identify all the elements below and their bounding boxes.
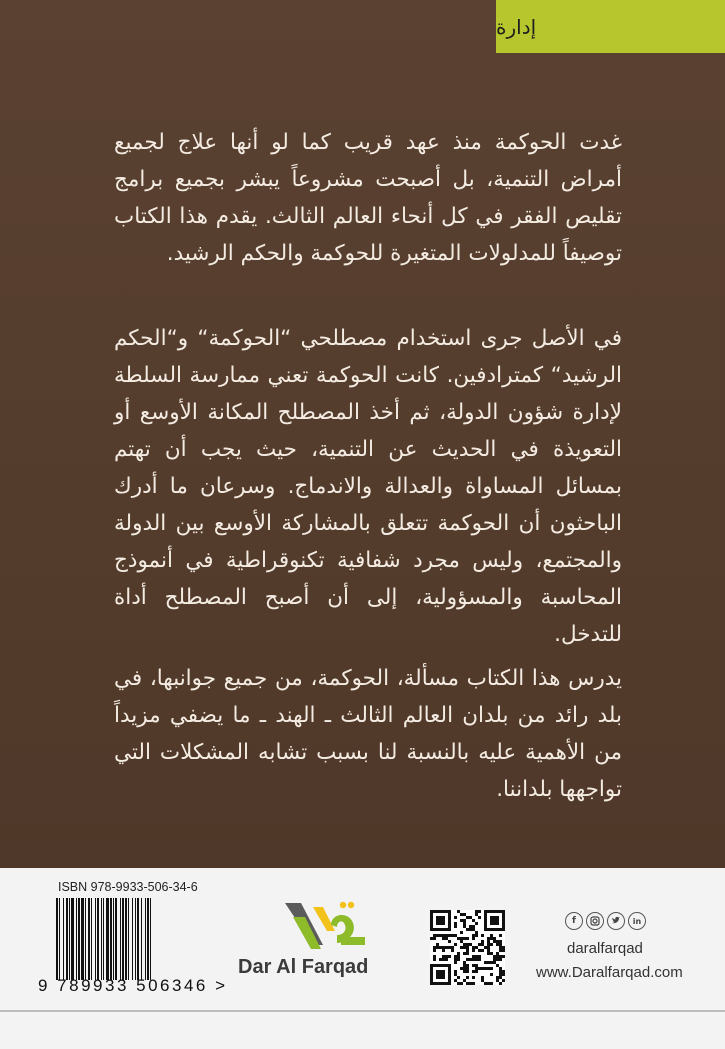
category-tag: إدارة (496, 0, 725, 53)
website-link[interactable]: www.Daralfarqad.com (536, 964, 683, 981)
linkedin-icon[interactable]: in (628, 912, 646, 930)
twitter-icon[interactable] (607, 912, 625, 930)
barcode (56, 898, 207, 980)
qr-code-icon (430, 910, 505, 985)
barcode-bar (151, 898, 153, 980)
social-icons (565, 912, 646, 930)
publisher-logo-icon (283, 897, 373, 957)
publisher-name: Dar Al Farqad (238, 956, 369, 978)
isbn-label: ISBN 978-9933-506-34-6 (58, 880, 198, 894)
social-handle[interactable]: daralfarqad (567, 940, 643, 957)
blurb-paragraph-3: يدرس هذا الكتاب مسألة، الحوكمة، من جميع جوانبها، في بلد رائد من بلدان العالم الثالث ـ الهند ـ ما يضفي مزيداً من الأهمية عليه بالنسبة لنا بسبب تشابه المشكلات التي تواجهها بلداننا. (114, 666, 622, 802)
instagram-icon[interactable] (586, 912, 604, 930)
facebook-icon[interactable]: f (565, 912, 583, 930)
blurb-paragraph-2: في الأصل جرى استخدام مصطلحي “الحوكمة“ و“الحكم الرشيد“ كمترادفين. كانت الحوكمة تعني ممارسة السلطة لإدارة شؤون الدولة، ثم أخذ المصطلح المكانة الأوسع أو التعويذة في الحديث عن التنمية، حيث يجب أن تهتم بمسائل المساواة والعدالة والاندماج. وسرعان ما أدرك الباحثون أن الحوكمة تتعلق بالمشاركة الأوسع بين الدولة والمجتمع، وليس مجرد شفافية تكنوقراطية في أنموذج المحاسبة والمسؤولية، إلى أن أصبح المصطلح أداة للتدخل. (114, 326, 622, 647)
blurb-paragraph-1: غدت الحوكمة منذ عهد قريب كما لو أنها علاج لجميع أمراض التنمية، بل أصبحت مشروعاً يبشر بجميع برامج تقليص الفقر في كل أنحاء العالم الثالث. يقدم هذا الكتاب توصيفاً للمدلولات المتغيرة للحوكمة والحكم الرشيد. (114, 130, 622, 266)
barcode-number: 9 789933 506346 > (38, 976, 228, 995)
footer-divider (0, 1010, 725, 1012)
